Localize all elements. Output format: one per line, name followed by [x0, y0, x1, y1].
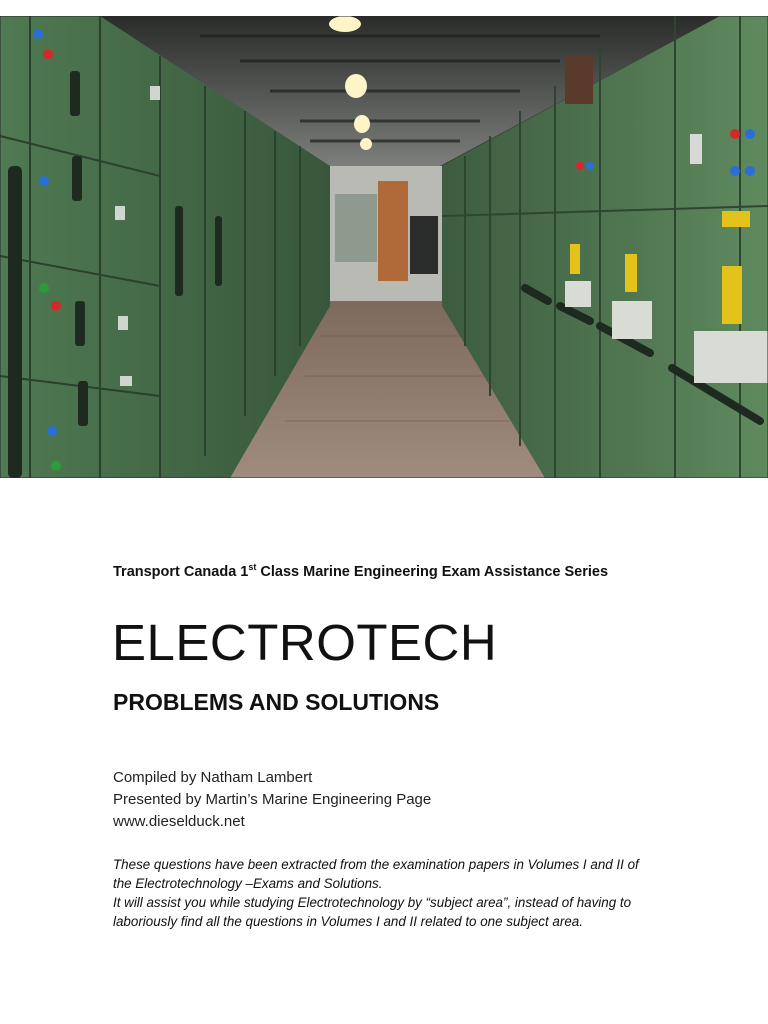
introduction-note [113, 855, 673, 931]
series-heading [113, 562, 608, 580]
note-line: the Electrotechnology –Exams and Solutions. [113, 876, 383, 891]
note-line: It will assist you while studying Electrotechnology by “subject area”, instead of having to [113, 895, 632, 910]
note-line: These questions have been extracted from the examination papers in Volumes I and II of [113, 857, 639, 872]
note-line: laboriously find all the questions in Volumes I and II related to one subject area. [113, 914, 583, 929]
document-title: ELECTROTECH [112, 614, 498, 671]
presented-by: Presented by Martin’s Marine Engineering Page [113, 791, 432, 808]
website-link[interactable]: www.dieselduck.net [113, 813, 245, 830]
switchboard-room-photo [0, 16, 768, 478]
series-part1: Transport Canada 1 [113, 563, 249, 580]
compiled-by: Compiled by Natham Lambert [113, 769, 313, 786]
credits-block [113, 767, 431, 833]
document-subtitle: PROBLEMS AND SOLUTIONS [113, 689, 440, 715]
series-superscript: st [248, 562, 257, 572]
series-part2: Class Marine Engineering Exam Assistance Series [256, 563, 609, 580]
